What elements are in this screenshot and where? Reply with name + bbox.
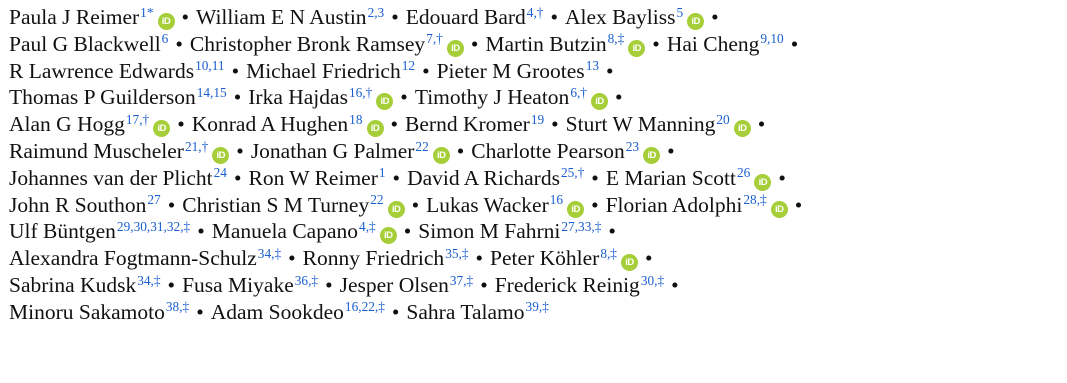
separator-bullet: • [325,272,333,297]
affiliation-link[interactable]: 39,‡ [525,299,549,315]
author-entry [418,219,601,243]
author-entry [405,112,544,136]
author-name: Florian Adolphi [605,192,743,217]
author-entry [9,193,161,217]
affiliation-link[interactable]: 35,‡ [445,245,469,261]
affiliation-link[interactable]: 19 [530,111,545,127]
affiliation-link[interactable]: 30,‡ [640,272,665,288]
author-entry [9,59,225,83]
separator-bullet: • [400,85,408,110]
separator-bullet: • [236,138,244,163]
author-name: Bernd Kromer [405,112,530,137]
affiliation-link[interactable]: 16,22,‡ [344,299,385,315]
author-name: Paula J Reimer [9,5,140,29]
separator-bullet: • [391,5,399,29]
separator-bullet: • [614,85,623,110]
affiliation-link[interactable]: 27,33,‡ [561,219,602,235]
affiliation-link[interactable]: 1 [378,165,386,181]
separator-bullet: • [391,299,400,324]
author-entry [426,193,584,217]
orcid-icon[interactable]: iD [734,120,751,137]
author-entry [606,166,772,190]
affiliation-link[interactable]: 4,† [526,4,544,20]
separator-bullet: • [196,299,204,324]
author-entry [415,85,608,109]
author-entry [9,246,281,270]
separator-bullet: • [550,5,558,29]
affiliation-link[interactable]: 12 [401,58,416,74]
separator-bullet: • [480,272,488,297]
orcid-icon[interactable]: iD [212,147,229,164]
author-line [9,218,1059,245]
author-entry [248,166,385,190]
affiliation-link[interactable]: 6,† [570,85,587,101]
author-entry [490,246,638,270]
separator-bullet: • [422,58,430,83]
orcid-icon[interactable]: iD [567,201,584,218]
author-line [9,31,1059,58]
author-entry [495,273,664,297]
separator-bullet: • [392,165,401,190]
author-line [9,245,1059,272]
separator-bullet: • [667,138,675,163]
author-name: Lukas Wacker [426,192,549,217]
author-entry [9,273,161,297]
author-name: Johannes van der Plicht [9,165,213,190]
author-name: Paul G Blackwell [9,31,161,56]
affiliation-link[interactable]: 36,‡ [294,272,319,288]
author-line [9,58,1059,85]
separator-bullet: • [403,219,412,244]
author-name: Fusa Miyake [182,272,294,297]
affiliation-link[interactable]: 25,† [560,165,585,181]
author-name: Sahra Talamo [406,299,525,324]
affiliation-link[interactable]: 22 [370,192,384,208]
author-name: Konrad A Hughen [191,112,349,137]
orcid-icon[interactable]: iD [376,93,393,110]
affiliation-link[interactable]: 34,‡ [137,272,161,288]
author-name: Jonathan G Palmer [250,138,415,163]
affiliation-link[interactable]: 18 [349,111,363,127]
separator-bullet: • [390,112,399,137]
author-line [9,4,1059,31]
author-entry [212,219,397,243]
affiliation-link[interactable]: 14,15 [196,85,227,101]
author-line [9,165,1059,192]
author-name: Ronny Friedrich [302,246,445,271]
author-name: Thomas P Guilderson [9,85,196,110]
author-entry [248,85,393,109]
author-name: Sturt W Manning [565,112,716,137]
author-name: Minoru Sakamoto [9,299,165,324]
author-entry [182,273,318,297]
affiliation-link[interactable]: 8,‡ [600,245,617,261]
author-line [9,299,1059,326]
author-entry [9,5,175,29]
author-name: Raimund Muscheler [9,138,184,163]
separator-bullet: • [778,165,786,190]
author-name: Alex Bayliss [564,5,676,29]
orcid-icon[interactable]: iD [433,147,450,164]
author-entry [340,273,474,297]
author-entry [9,139,229,163]
author-entry [606,193,788,217]
separator-bullet: • [671,272,679,297]
author-entry [182,193,404,217]
affiliation-link[interactable]: 21,† [184,138,209,154]
author-entry [9,112,170,136]
separator-bullet: • [757,112,766,137]
author-line [9,138,1059,165]
affiliation-link[interactable]: 20 [716,111,730,127]
separator-bullet: • [606,58,614,83]
affiliation-link[interactable]: 29,30,31,32,‡ [116,219,191,235]
affiliation-link[interactable]: 27 [147,192,161,208]
author-entry [211,300,385,324]
affiliation-link[interactable]: 13 [585,58,600,74]
separator-bullet: • [591,192,599,217]
author-entry [565,5,704,29]
author-entry [251,139,450,163]
separator-bullet: • [233,165,242,190]
author-name: Peter Köhler [490,246,600,271]
author-name: Sabrina Kudsk [9,272,137,297]
orcid-icon[interactable]: iD [158,13,175,30]
author-name: Frederick Reinig [494,272,640,297]
separator-bullet: • [551,112,559,137]
author-entry [406,5,544,29]
author-name: Edouard Bard [405,5,526,29]
author-name: Adam Sookdeo [210,299,344,324]
orcid-icon[interactable]: iD [687,13,704,30]
author-name: David A Richards [407,165,560,190]
separator-bullet: • [790,31,799,56]
author-entry [407,166,584,190]
orcid-icon[interactable]: iD [591,93,608,110]
orcid-icon[interactable]: iD [380,227,397,244]
affiliation-link[interactable]: 8,‡ [607,31,625,47]
affiliation-link[interactable]: 5 [676,4,684,20]
author-entry [9,219,190,243]
author-line [9,111,1059,138]
author-entry [485,32,645,56]
author-line [9,272,1059,299]
affiliation-link[interactable]: 28,‡ [743,192,767,208]
affiliation-link[interactable]: 7,† [426,31,443,47]
affiliation-link[interactable]: 4,‡ [359,219,376,235]
author-line [9,192,1059,219]
affiliation-link[interactable]: 34,‡ [257,245,282,261]
author-entry [471,139,660,163]
affiliation-link[interactable]: 6 [161,31,169,47]
author-entry [437,59,599,83]
author-line [9,84,1059,111]
author-entry [9,85,227,109]
author-entry [9,166,227,190]
orcid-icon[interactable]: iD [754,174,771,191]
orcid-icon[interactable]: iD [771,201,788,218]
author-name: William E N Austin [196,5,367,29]
affiliation-link[interactable]: 17,† [125,111,150,127]
separator-bullet: • [177,112,185,137]
author-entry [303,246,469,270]
affiliation-link[interactable]: 1* [140,4,154,20]
author-entry [190,32,464,56]
author-name: Alan G Hogg [9,112,125,137]
separator-bullet: • [175,31,183,56]
orcid-icon[interactable]: iD [367,120,384,137]
affiliation-link[interactable]: 2,3 [367,4,385,20]
separator-bullet: • [711,5,719,29]
separator-bullet: • [181,5,190,29]
author-entry [9,32,168,56]
author-name: Alexandra Fogtmann-Schulz [9,246,257,271]
orcid-icon[interactable]: iD [621,254,638,271]
affiliation-link[interactable]: 23 [625,138,640,154]
author-name: Hai Cheng [666,31,760,56]
separator-bullet: • [231,58,240,83]
affiliation-link[interactable]: 22 [415,138,429,154]
affiliation-link[interactable]: 16,† [348,85,373,101]
affiliation-link[interactable]: 24 [213,165,227,181]
orcid-icon[interactable]: iD [643,147,660,164]
separator-bullet: • [167,192,176,217]
orcid-icon[interactable]: iD [628,40,645,57]
author-name: Jesper Olsen [339,272,449,297]
affiliation-link[interactable]: 38,‡ [165,299,190,315]
author-name: Christian S M Turney [182,192,370,217]
author-name: Pieter M Grootes [436,58,585,83]
separator-bullet: • [608,219,616,244]
author-name: Martin Butzin [485,31,607,56]
author-name: Christopher Bronk Ramsey [189,31,426,56]
separator-bullet: • [475,246,484,271]
affiliation-link[interactable]: 26 [736,165,751,181]
author-name: Charlotte Pearson [471,138,625,163]
author-name: Simon M Fahrni [418,219,561,244]
author-entry [667,32,784,56]
author-name: E Marian Scott [605,165,736,190]
author-entry [566,112,751,136]
author-name: Irka Hajdas [248,85,348,110]
separator-bullet: • [652,31,660,56]
separator-bullet: • [167,272,176,297]
orcid-icon[interactable]: iD [447,40,464,57]
affiliation-link[interactable]: 9,10 [760,31,784,47]
author-entry [196,5,384,29]
separator-bullet: • [233,85,242,110]
separator-bullet: • [470,31,479,56]
separator-bullet: • [456,138,465,163]
author-name: Timothy J Heaton [414,85,570,110]
author-list [9,4,1059,326]
author-name: R Lawrence Edwards [9,58,195,83]
orcid-icon[interactable]: iD [388,201,405,218]
author-name: Michael Friedrich [246,58,401,83]
separator-bullet: • [288,246,296,271]
author-entry [406,300,548,324]
affiliation-link[interactable]: 10,11 [195,58,225,74]
affiliation-link[interactable]: 37,‡ [449,272,474,288]
author-name: Ulf Büntgen [9,219,116,244]
separator-bullet: • [591,165,599,190]
separator-bullet: • [794,192,803,217]
separator-bullet: • [644,246,653,271]
author-entry [9,300,189,324]
author-name: John R Southon [9,192,147,217]
author-entry [246,59,415,83]
separator-bullet: • [197,219,205,244]
author-name: Manuela Capano [211,219,359,244]
affiliation-link[interactable]: 16 [549,192,564,208]
orcid-icon[interactable]: iD [153,120,170,137]
author-name: Ron W Reimer [248,165,378,190]
separator-bullet: • [411,192,420,217]
author-entry [192,112,384,136]
